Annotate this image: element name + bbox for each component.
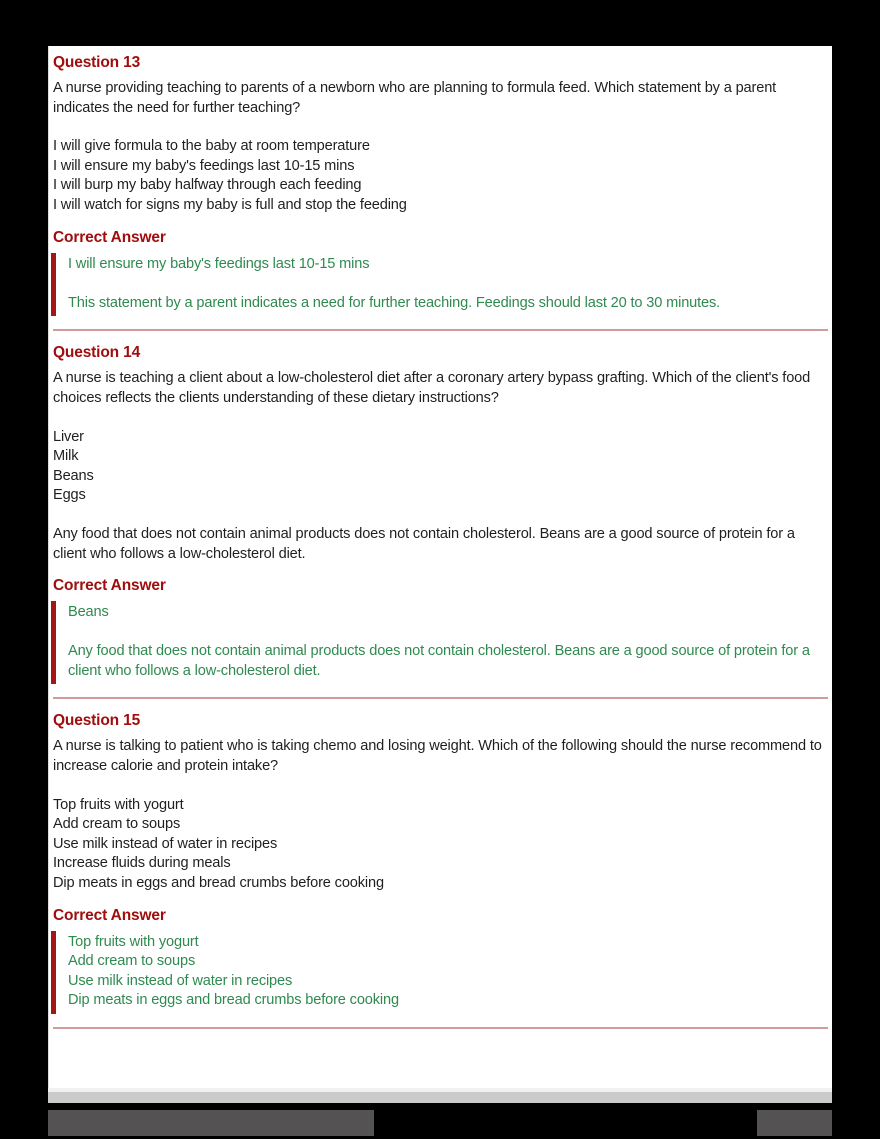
option-line: I will watch for signs my baby is full and stop the feeding — [53, 196, 407, 213]
option-line: I will ensure my baby's feedings last 10-15 mins — [53, 157, 355, 174]
document-page — [48, 46, 832, 1088]
option-line: Increase fluids during meals — [53, 855, 231, 872]
option-line: Dip meats in eggs and bread crumbs before cooking — [53, 875, 384, 892]
question-title: Question 15 — [53, 712, 141, 730]
option-line: I will burp my baby halfway through each feeding — [53, 177, 362, 194]
question-separator — [53, 1027, 828, 1029]
correct-answer-heading: Correct Answer — [53, 906, 166, 924]
blank-line — [68, 623, 820, 643]
question-block-15 — [53, 711, 828, 1029]
options-list — [53, 137, 828, 215]
question-block-13 — [53, 53, 828, 331]
correct-answer-block — [51, 253, 828, 317]
correct-answer-heading: Correct Answer — [53, 228, 166, 246]
question-block-14 — [53, 343, 828, 699]
taskbar-right-group[interactable] — [757, 1110, 832, 1136]
taskbar-left-group[interactable] — [48, 1110, 374, 1136]
option-line: Top fruits with yogurt — [53, 796, 184, 813]
question-prompt: A nurse is teaching a client about a low-cholesterol diet after a coronary artery bypass grafting. Which of the client's food choices reflects the clients understanding of these dietary instructions? — [53, 370, 811, 406]
options-list — [53, 428, 828, 506]
question-title: Question 14 — [53, 344, 141, 362]
page-bottom-strip — [48, 1092, 832, 1103]
answer-explanation: This statement by a parent indicates a need for further teaching. Feedings should last 20 to 30 minutes. — [68, 294, 721, 311]
option-line: Eggs — [53, 487, 86, 504]
answer-line: Use milk instead of water in recipes — [68, 972, 293, 989]
answer-line: Top fruits with yogurt — [68, 933, 199, 950]
answer-line: Add cream to soups — [68, 953, 196, 970]
correct-answer-heading: Correct Answer — [53, 577, 166, 595]
answer-line: Beans — [68, 604, 109, 621]
option-line: Beans — [53, 467, 94, 484]
answer-explanation: Any food that does not contain animal products does not contain cholesterol. Beans are a good source of protein for a client who follows a low-cholesterol diet. — [68, 643, 810, 679]
options-list — [53, 796, 828, 894]
option-line: Use milk instead of water in recipes — [53, 835, 278, 852]
answer-line: Dip meats in eggs and bread crumbs before cooking — [68, 992, 399, 1009]
question-prompt: A nurse is talking to patient who is taking chemo and losing weight. Which of the following should the nurse recommend to increase calorie and protein intake? — [53, 738, 822, 775]
question-separator — [53, 329, 828, 331]
question-separator — [53, 697, 828, 699]
correct-answer-block — [51, 931, 828, 1014]
option-line: Milk — [53, 448, 79, 465]
taskbar — [0, 1103, 880, 1139]
question-prompt: A nurse providing teaching to parents of a newborn who are planning to formula feed. Which statement by a parent indicates the need for further teaching? — [53, 80, 777, 116]
question-note: Any food that does not contain animal products does not contain cholesterol. Beans are a good source of protein for a client who follows a low-cholesterol diet. — [53, 525, 795, 562]
answer-line: I will ensure my baby's feedings last 10-15 mins — [68, 255, 370, 272]
option-line: I will give formula to the baby at room temperature — [53, 138, 370, 155]
question-title: Question 13 — [53, 54, 141, 71]
option-line: Add cream to soups — [53, 816, 181, 833]
correct-answer-block — [51, 601, 828, 684]
blank-line — [68, 274, 820, 294]
option-line: Liver — [53, 428, 84, 445]
